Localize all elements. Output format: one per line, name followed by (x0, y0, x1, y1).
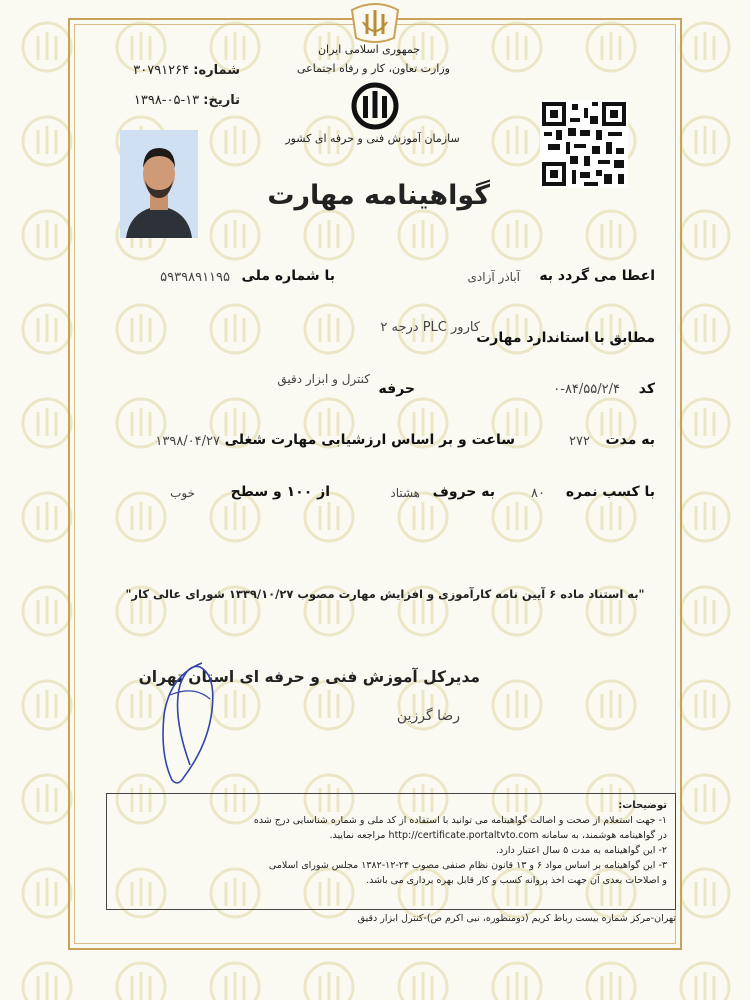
duration-label: به مدت (605, 432, 655, 448)
signer-title: مدیرکل آموزش فنی و حرفه ای استان تهران (138, 668, 480, 686)
signature (150, 655, 230, 790)
standard-label: مطابق با استاندارد مهارت (476, 330, 655, 346)
code-value: ۰-۸۴/۵۵/۲/۴ (553, 382, 620, 397)
national-id-value: ۵۹۳۹۸۹۱۱۹۵ (160, 270, 230, 285)
number-label: شماره: (193, 63, 240, 78)
date-value: ۱۳-۰۵-۱۳۹۸ (133, 93, 200, 108)
level-value: خوب (170, 486, 195, 500)
note-line-2: در گواهینامه هوشمند، به سامانه http://certificate.portaltvto.com مراجعه نمایید. (329, 830, 667, 841)
qr-code (540, 100, 628, 188)
legal-article: "به استناد ماده ۶ آیین نامه کارآموزی و افزایش مهارت مصوب ۱۳۳۹/۱۰/۲۷ شورای عالی کار" (125, 587, 645, 601)
score-value: ۸۰ (531, 486, 545, 501)
note-line-3: ۲- این گواهینامه به مدت ۵ سال اعتبار دارد. (496, 845, 667, 856)
awarded-value: آباذر آزادی (467, 270, 520, 284)
hours-label: ساعت و بر اساس ارزشیابی مهارت شغلی (224, 432, 515, 448)
notes-title: توضیحات: (618, 800, 667, 811)
number-value: ۳۰۷۹۱۲۶۴ (133, 63, 190, 78)
level-label: از ۱۰۰ و سطح (230, 484, 330, 500)
org-line-1: جمهوری اسلامی ایران (317, 43, 420, 56)
notes-box (106, 793, 676, 910)
evaluation-date: ۱۳۹۸/۰۴/۲۷ (155, 434, 220, 449)
standard-value: کارور PLC درجه ۲ (380, 320, 480, 335)
trade-value: کنترل و ابزار دقیق (277, 372, 370, 386)
trade-label: حرفه (378, 381, 415, 397)
score-label: با کسب نمره (565, 484, 655, 500)
note-line-1: ۱- جهت استعلام از صحت و اصالت گواهینامه می توانید با استفاده از کد ملی و شماره شناسایی درج شده (253, 815, 667, 826)
issuing-center: تهران-مرکز شماره بیست رباط کریم (دومنظوره، نبی اکرم ص)-کنترل ابزار دقیق (357, 913, 676, 924)
letters-value: هشتاد (390, 486, 420, 500)
issue-date (110, 93, 240, 108)
org-line-2: وزارت تعاون، کار و رفاه اجتماعی (296, 62, 450, 75)
code-label: کد (638, 381, 655, 397)
certificate-title: گواهینامه مهارت (267, 180, 490, 211)
iran-emblem-icon (348, 0, 402, 46)
signer-name: رضا گرزین (396, 708, 460, 724)
letters-label: به حروف (432, 484, 495, 500)
note-line-4: ۳- این گواهینامه بر اساس مواد ۶ و ۱۳ قانون نظام صنفی مصوب ۲۴-۱۲-۱۳۸۲ مجلس شورای اسلامی (268, 860, 667, 871)
note-line-5: و اصلاحات بعدی آن جهت اخذ پروانه کسب و کار قابل بهره برداری می باشد. (366, 875, 667, 886)
org-name: سازمان آموزش فنی و حرفه ای کشور (285, 132, 460, 145)
duration-value: ۲۷۲ (569, 434, 590, 449)
holder-photo (120, 130, 198, 238)
certificate-number (120, 63, 240, 78)
tvto-logo-icon (347, 82, 403, 130)
awarded-label: اعطا می گردد به (539, 268, 655, 284)
date-label: تاریخ: (203, 93, 240, 108)
national-id-label: با شماره ملی (241, 268, 335, 284)
